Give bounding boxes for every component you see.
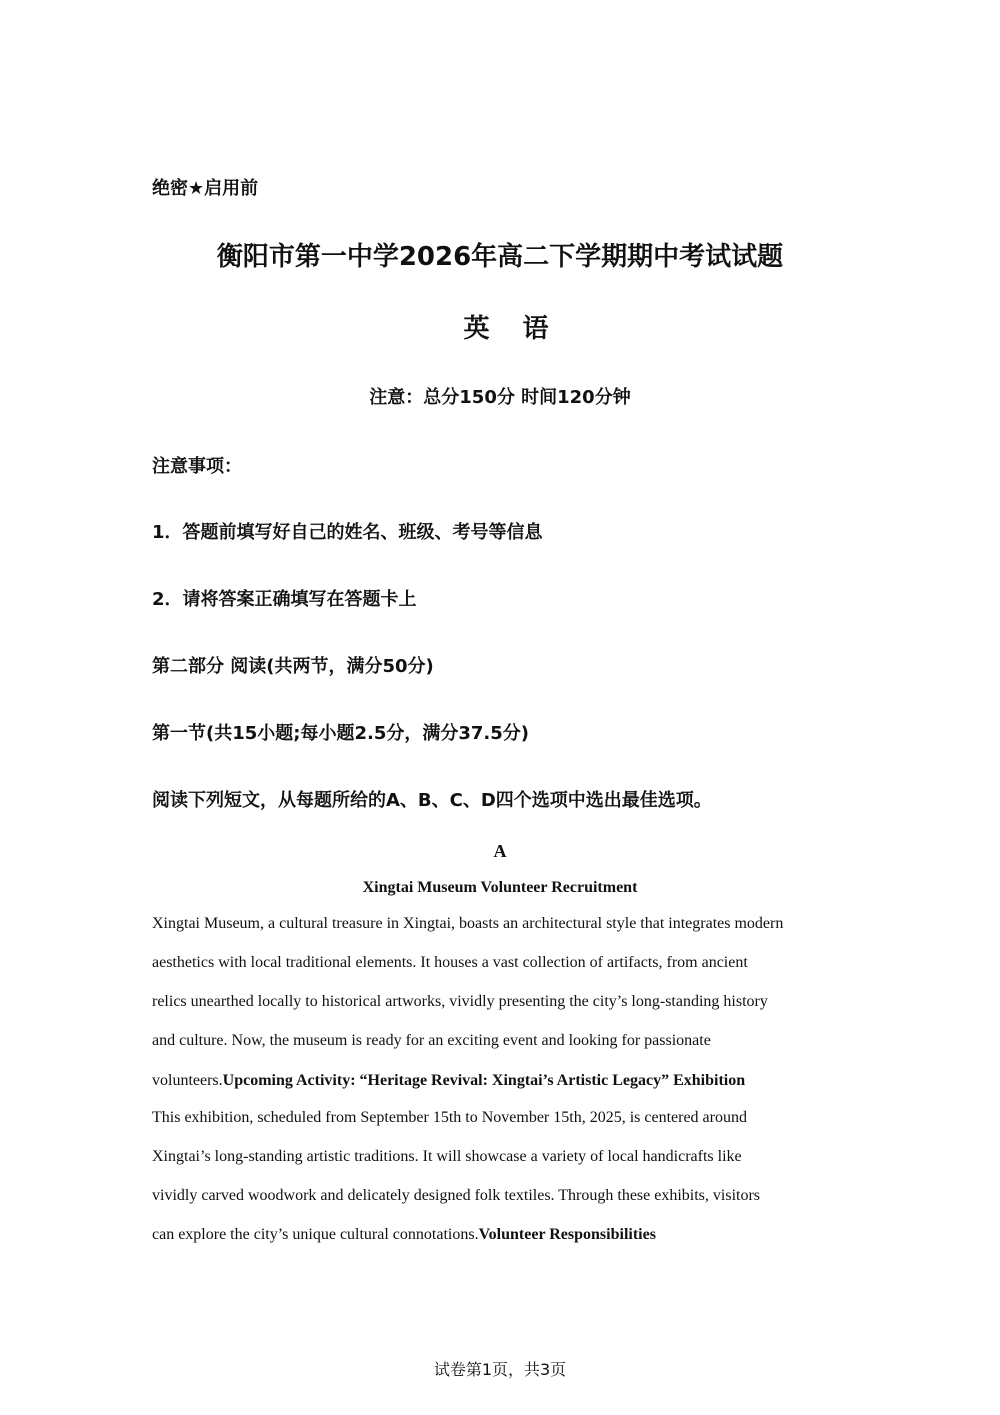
passage-line: and culture. Now, the museum is ready for an exciting event and looking for passionate (152, 1032, 711, 1049)
reading-instruction: 阅读下列短文，从每题所给的A、B、C、D四个选项中选出最佳选项。 (152, 790, 712, 811)
passage-line (152, 1072, 852, 1090)
passage-title: Xingtai Museum Volunteer Recruitment (362, 879, 638, 896)
passage-letter: A (493, 841, 507, 861)
passage-text: can explore the city’s unique cultural connotations. (152, 1226, 479, 1243)
passage-line: This exhibition, scheduled from September 15th to November 15th, 2025, is centered around (152, 1109, 747, 1126)
passage-line: Xingtai’s long-standing artistic traditions. It will showcase a variety of local handicrafts like (152, 1148, 742, 1165)
responsibilities-heading: Volunteer Responsibilities (478, 1226, 656, 1243)
note-item: 1．答题前填写好自己的姓名、班级、考号等信息 (152, 522, 543, 543)
passage-line: Xingtai Museum, a cultural treasure in Xingtai, boasts an architectural style that integrates modern (152, 915, 784, 932)
subject-title: 英 语 (463, 314, 561, 344)
notes-heading: 注意事项： (152, 456, 242, 477)
section-title: 第一节(共15小题;每小题2.5分，满分37.5分) (152, 723, 529, 744)
passage-line: relics unearthed locally to historical artworks, vividly presenting the city’s long-standing history (152, 993, 768, 1010)
exam-title: 衡阳市第一中学2026年高二下学期期中考试试题 (216, 242, 784, 272)
note-item: 2．请将答案正确填写在答题卡上 (152, 589, 417, 610)
passage-line: aesthetics with local traditional elements. It houses a vast collection of artifacts, from ancient (152, 954, 748, 971)
score-time-line: 注意：总分150分 时间120分钟 (369, 387, 631, 408)
part-title: 第二部分 阅读(共两节，满分50分) (152, 656, 434, 677)
passage-line (152, 1226, 852, 1244)
passage-text: volunteers. (152, 1072, 223, 1089)
page-footer: 试卷第1页，共3页 (433, 1360, 567, 1379)
activity-heading: Upcoming Activity: “Heritage Revival: Xingtai’s Artistic Legacy” Exhibition (222, 1072, 746, 1089)
confidential-mark: 绝密★启用前 (152, 178, 259, 199)
passage-line: vividly carved woodwork and delicately designed folk textiles. Through these exhibits, visitors (152, 1187, 761, 1204)
